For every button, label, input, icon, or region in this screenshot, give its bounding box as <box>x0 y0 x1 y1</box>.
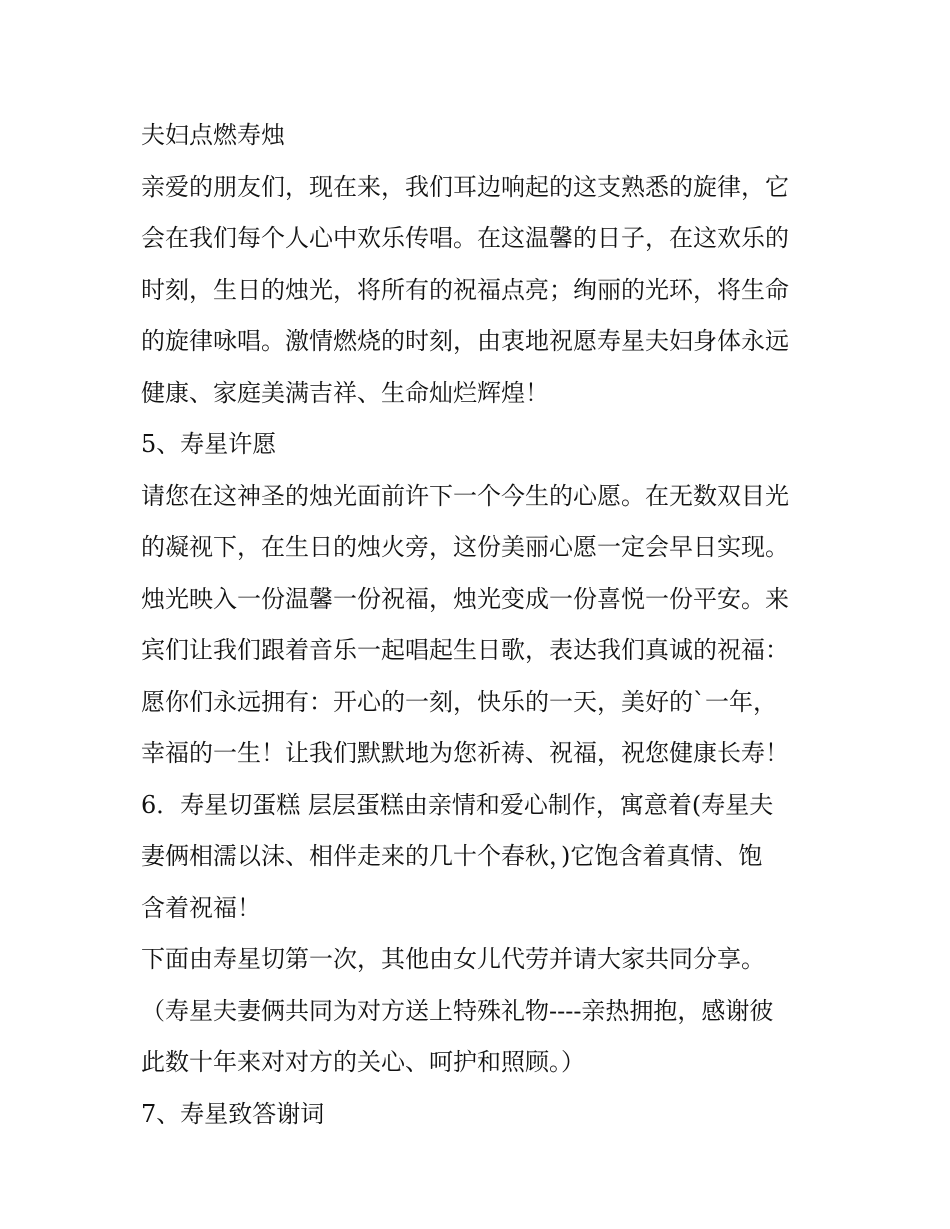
paragraph-line: 时刻，生日的烛光，将所有的祝福点亮；绚丽的光环，将生命 <box>141 275 789 304</box>
paragraph-line: 此数十年来对对方的关心、呵护和照顾。） <box>141 1048 585 1076</box>
document-body <box>141 110 821 1140</box>
paragraph-line: 亲爱的朋友们，现在来，我们耳边响起的这支熟悉的旋律，它 <box>141 172 789 201</box>
paragraph-line: 请您在这神圣的烛光面前许下一个今生的心愿。在无数双目光 <box>141 481 789 510</box>
paragraph-line: 下面由寿星切第一次，其他由女儿代劳并请大家共同分享。 <box>141 945 765 973</box>
paragraph-line: （寿星夫妻俩共同为对方送上特殊礼物----亲热拥抱，感谢彼 <box>141 996 774 1025</box>
paragraph-line: 幸福的一生！让我们默默地为您祈祷、祝福，祝您健康长寿！ <box>141 739 789 767</box>
heading-make-wish: 5、寿星许愿 <box>141 430 277 458</box>
paragraph-line: 烛光映入一份温馨一份祝福，烛光变成一份喜悦一份平安。来 <box>141 584 789 613</box>
paragraph-line: 健康、家庭美满吉祥、生命灿烂辉煌！ <box>141 378 549 407</box>
paragraph-line: 的旋律咏唱。激情燃烧的时刻，由衷地祝愿寿星夫妇身体永远 <box>141 327 789 355</box>
heading-thank-you-speech: 7、寿星致答谢词 <box>141 1099 325 1128</box>
paragraph-line: 会在我们每个人心中欢乐传唱。在这温馨的日子，在这欢乐的 <box>141 224 789 252</box>
heading-cut-cake: 6．寿星切蛋糕 层层蛋糕由亲情和爱心制作，寓意着(寿星夫 <box>141 790 774 819</box>
heading-light-candles: 夫妇点燃寿烛 <box>141 121 285 149</box>
paragraph-line: 含着祝福！ <box>141 893 261 922</box>
paragraph-line: 宾们让我们跟着音乐一起唱起生日歌，表达我们真诚的祝福： <box>141 636 789 664</box>
paragraph-line: 愿你们永远拥有：开心的一刻，快乐的一天，美好的`一年， <box>141 687 777 716</box>
paragraph-line: 的凝视下，在生日的烛火旁，这份美丽心愿一定会早日实现。 <box>141 533 789 561</box>
paragraph-line: 妻俩相濡以沫、相伴走来的几十个春秋，)它饱含着真情、饱 <box>141 842 763 870</box>
